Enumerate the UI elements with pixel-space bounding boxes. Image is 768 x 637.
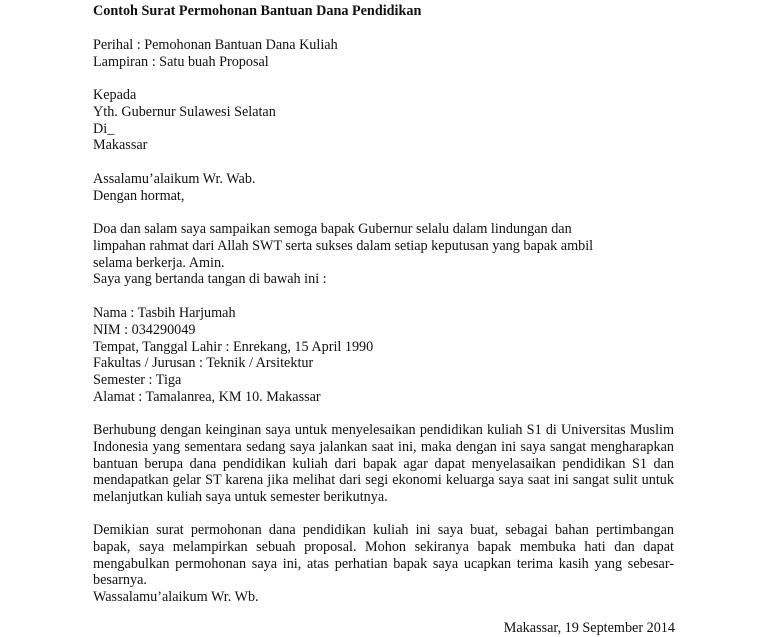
identity-alamat: Alamat : Tamalanrea, KM 10. Makassar xyxy=(93,389,321,405)
recipient-city: Makassar xyxy=(93,137,148,153)
recipient-kepada: Kepada xyxy=(93,87,137,103)
greeting-salam: Assalamu’alaikum Wr. Wab. xyxy=(93,171,256,187)
identity-ttl: Tempat, Tanggal Lahir : Enrekang, 15 April 1990 xyxy=(93,339,374,355)
doa-line-3: selama berkerja. Amin. xyxy=(93,255,225,271)
greeting-hormat: Dengan hormat, xyxy=(93,188,185,204)
closing-line: Wassalamu’alaikum Wr. Wb. xyxy=(93,589,259,605)
body-paragraph-1: Berhubung dengan keinginan saya untuk menyelesaikan pendidikan kuliah S1 di Universitas Muslim Indonesia yang sementara sedang saya jalankan saat ini, maka dengan ini saya sangat mengharapkan bantuan berupa dana pendidikan kuliah dari bapak agar dapat menyelasaikan pendidikan S1 dan mendapatkan gelar ST karena jika melihat dari segi ekonomi keluarga saya saat ini sangat sulit untuk melanjutkan kuliah saya untuk semester berikutnya. xyxy=(93,422,674,506)
identity-semester: Semester : Tiga xyxy=(93,372,182,388)
recipient-di: Di_ xyxy=(93,121,115,137)
identity-fakultas: Fakultas / Jurusan : Teknik / Arsitektur xyxy=(93,355,314,371)
identity-nama: Nama : Tasbih Harjumah xyxy=(93,305,236,321)
letter-title: Contoh Surat Permohonan Bantuan Dana Pendidikan xyxy=(93,3,422,19)
doa-line-2: limpahan rahmat dari Allah SWT serta sukses dalam setiap keputusan yang bapak ambil xyxy=(93,238,594,254)
intro-line: Saya yang bertanda tangan di bawah ini : xyxy=(93,271,327,287)
doa-line-1: Doa dan salam saya sampaikan semoga bapak Gubernur selalu dalam lindungan dan xyxy=(93,221,572,237)
body-paragraph-2: Demikian surat permohonan dana pendidikan kuliah ini saya buat, sebagai bahan pertimbangan bapak, saya melampirkan sebuah proposal. Mohon sekiranya bapak membuka hati dan dapat mengabulkan permohonan saya ini, atas perhatian bapak saya ucapkan terima kasih yang sebesar-besarnya. xyxy=(93,522,674,589)
place-date: Makassar, 19 September 2014 xyxy=(503,620,675,636)
perihal-line: Perihal : Pemohonan Bantuan Dana Kuliah xyxy=(93,37,338,53)
lampiran-line: Lampiran : Satu buah Proposal xyxy=(93,54,269,70)
identity-nim: NIM : 034290049 xyxy=(93,322,196,338)
recipient-yth: Yth. Gubernur Sulawesi Selatan xyxy=(93,104,276,120)
